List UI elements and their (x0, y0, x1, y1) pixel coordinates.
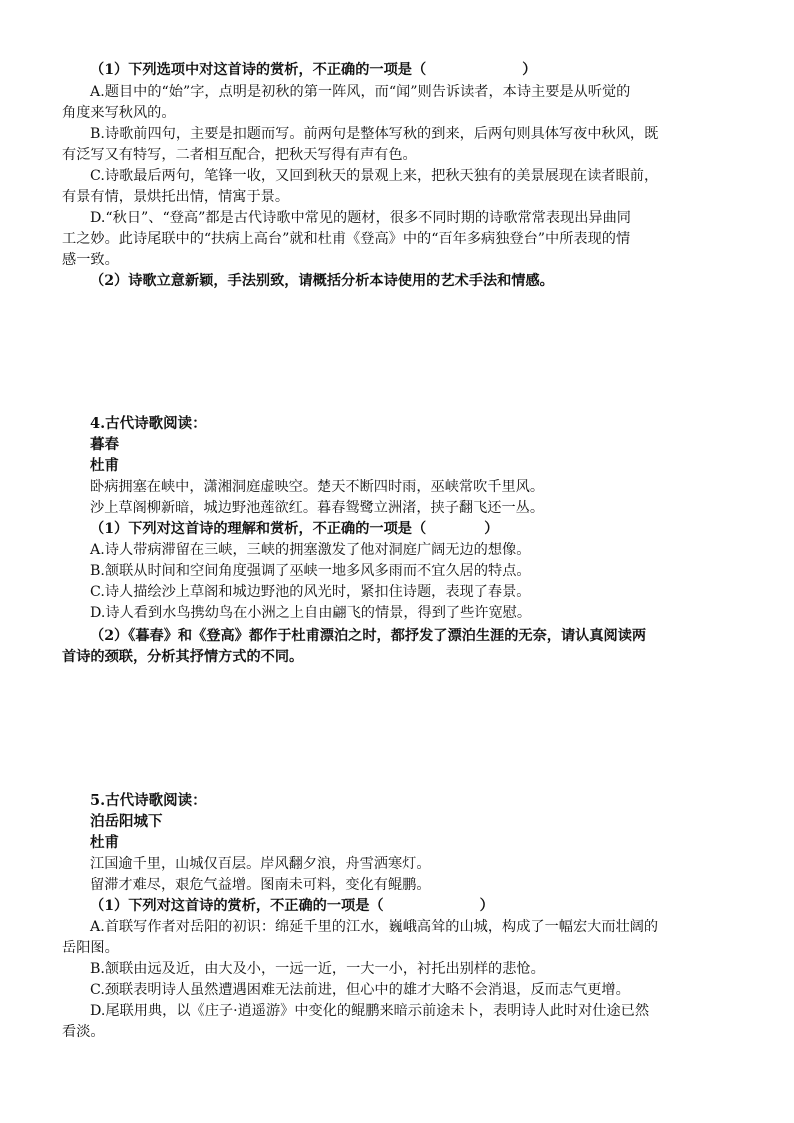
q5-poem-author: 杜甫 (90, 834, 119, 851)
q4-poem-line2: 沙上草阁柳新暗，城边野池莲欲红。暮春鸳鹭立洲渚，挟子翻飞还一丛。 (90, 500, 545, 516)
q3-option-c-line2: 有景有情，景烘托出情，情寓于景。 (62, 189, 290, 205)
q5-heading: 5.古代诗歌阅读： (90, 792, 207, 809)
q4-sub1-stem (90, 519, 498, 540)
q4-heading: 4.古代诗歌阅读： (90, 415, 207, 432)
q3-sub1-stem-text: （1）下列选项中对这首诗的赏析，不正确的一项是（ (90, 62, 427, 78)
q3-option-a-line2: 角度来写秋风的。 (62, 105, 176, 121)
q5-option-a-line2: 岳阳图。 (62, 940, 119, 956)
q3-option-b-line2: 有泛写又有特写，二者相互配合，把秋天写得有声有色。 (62, 147, 417, 163)
q5-option-c: C.颈联表明诗人虽然遭遇困难无法前进，但心中的雄才大略不会消退，反而志气更增。 (90, 982, 630, 998)
q3-option-a-line1: A.题目中的“始”字，点明是初秋的第一阵风，而“闻”则告诉读者，本诗主要是从听觉的 (90, 84, 631, 100)
q3-option-d-line1: D.“秋日”、“登高”都是古代诗歌中常见的题材，很多不同时期的诗歌常常表现出异曲同 (90, 210, 631, 226)
q4-option-d: D.诗人看到水鸟携幼鸟在小洲之上自由翩飞的情景，得到了些许宽慰。 (90, 605, 532, 621)
q5-option-d-line2: 看淡。 (62, 1024, 105, 1040)
q4-sub1-stem-text: （1）下列对这首诗的理解和赏析，不正确的一项是（ (90, 521, 427, 537)
q3-option-c-line1: C.诗歌最后两句，笔锋一收，又回到秋天的景观上来，把秋天独有的美景展现在读者眼前， (90, 168, 659, 184)
q4-sub2-line2: 首诗的颈联，分析其抒情方式的不同。 (62, 649, 304, 665)
q5-option-a-line1: A.首联写作者对岳阳的初识：绵延千里的江水，巍峨高耸的山城，构成了一幅宏大而壮阔的 (90, 919, 659, 935)
q3-option-d-line3: 感一致。 (62, 252, 119, 268)
q4-option-a: A.诗人带病滞留在三峡，三峡的拥塞激发了他对洞庭广阔无边的想像。 (90, 542, 531, 558)
q3-sub1-stem (90, 60, 536, 81)
q4-poem-title: 暮春 (90, 436, 119, 453)
q5-sub1-stem-text: （1）下列对这首诗的赏析，不正确的一项是（ (90, 898, 384, 914)
q3-option-b-line1: B.诗歌前四句，主要是扣题而写。前两句是整体写秋的到来，后两句则具体写夜中秋风，既 (90, 126, 659, 142)
q5-poem-line1: 江国逾千里，山城仅百层。岸风翻夕浪，舟雪洒寒灯。 (90, 856, 431, 872)
q4-poem-line1: 卧病拥塞在峡中，潇湘洞庭虚映空。楚天不断四时雨，巫峡常吹千里风。 (90, 479, 545, 495)
q5-sub1-close: ） (479, 898, 494, 914)
q5-sub1-stem (90, 896, 494, 917)
q4-option-b: B.颔联从时间和空间角度强调了巫峡一地多风多雨而不宜久居的特点。 (90, 563, 531, 579)
q4-poem-author: 杜甫 (90, 457, 119, 474)
q3-option-d-line2: 工之妙。此诗尾联中的“扶病上高台”就和杜甫《登高》中的“百年多病独登台”中所表现的情 (62, 231, 631, 247)
q4-sub2-line1: （2）《暮春》和《登高》都作于杜甫漂泊之时，都抒发了漂泊生涯的无奈，请认真阅读两 (90, 628, 647, 644)
q4-sub1-close: ） (484, 521, 499, 537)
q3-sub1-close: ） (522, 62, 537, 78)
q5-option-b: B.颔联由远及近，由大及小，一远一近，一大一小，衬托出别样的悲怆。 (90, 961, 545, 977)
q4-option-c: C.诗人描绘沙上草阁和城边野池的风光时，紧扣住诗题，表现了春景。 (90, 584, 531, 600)
q3-sub2: （2）诗歌立意新颖，手法别致，请概括分析本诗使用的艺术手法和情感。 (90, 273, 554, 289)
q5-poem-title: 泊岳阳城下 (90, 813, 163, 830)
q5-option-d-line1: D.尾联用典，以《庄子·逍遥游》中变化的鲲鹏来暗示前途未卜，表明诗人此时对仕途已然 (90, 1003, 650, 1019)
q5-poem-line2: 留滞才难尽，艰危气益增。图南未可料，变化有鲲鹏。 (90, 877, 431, 893)
